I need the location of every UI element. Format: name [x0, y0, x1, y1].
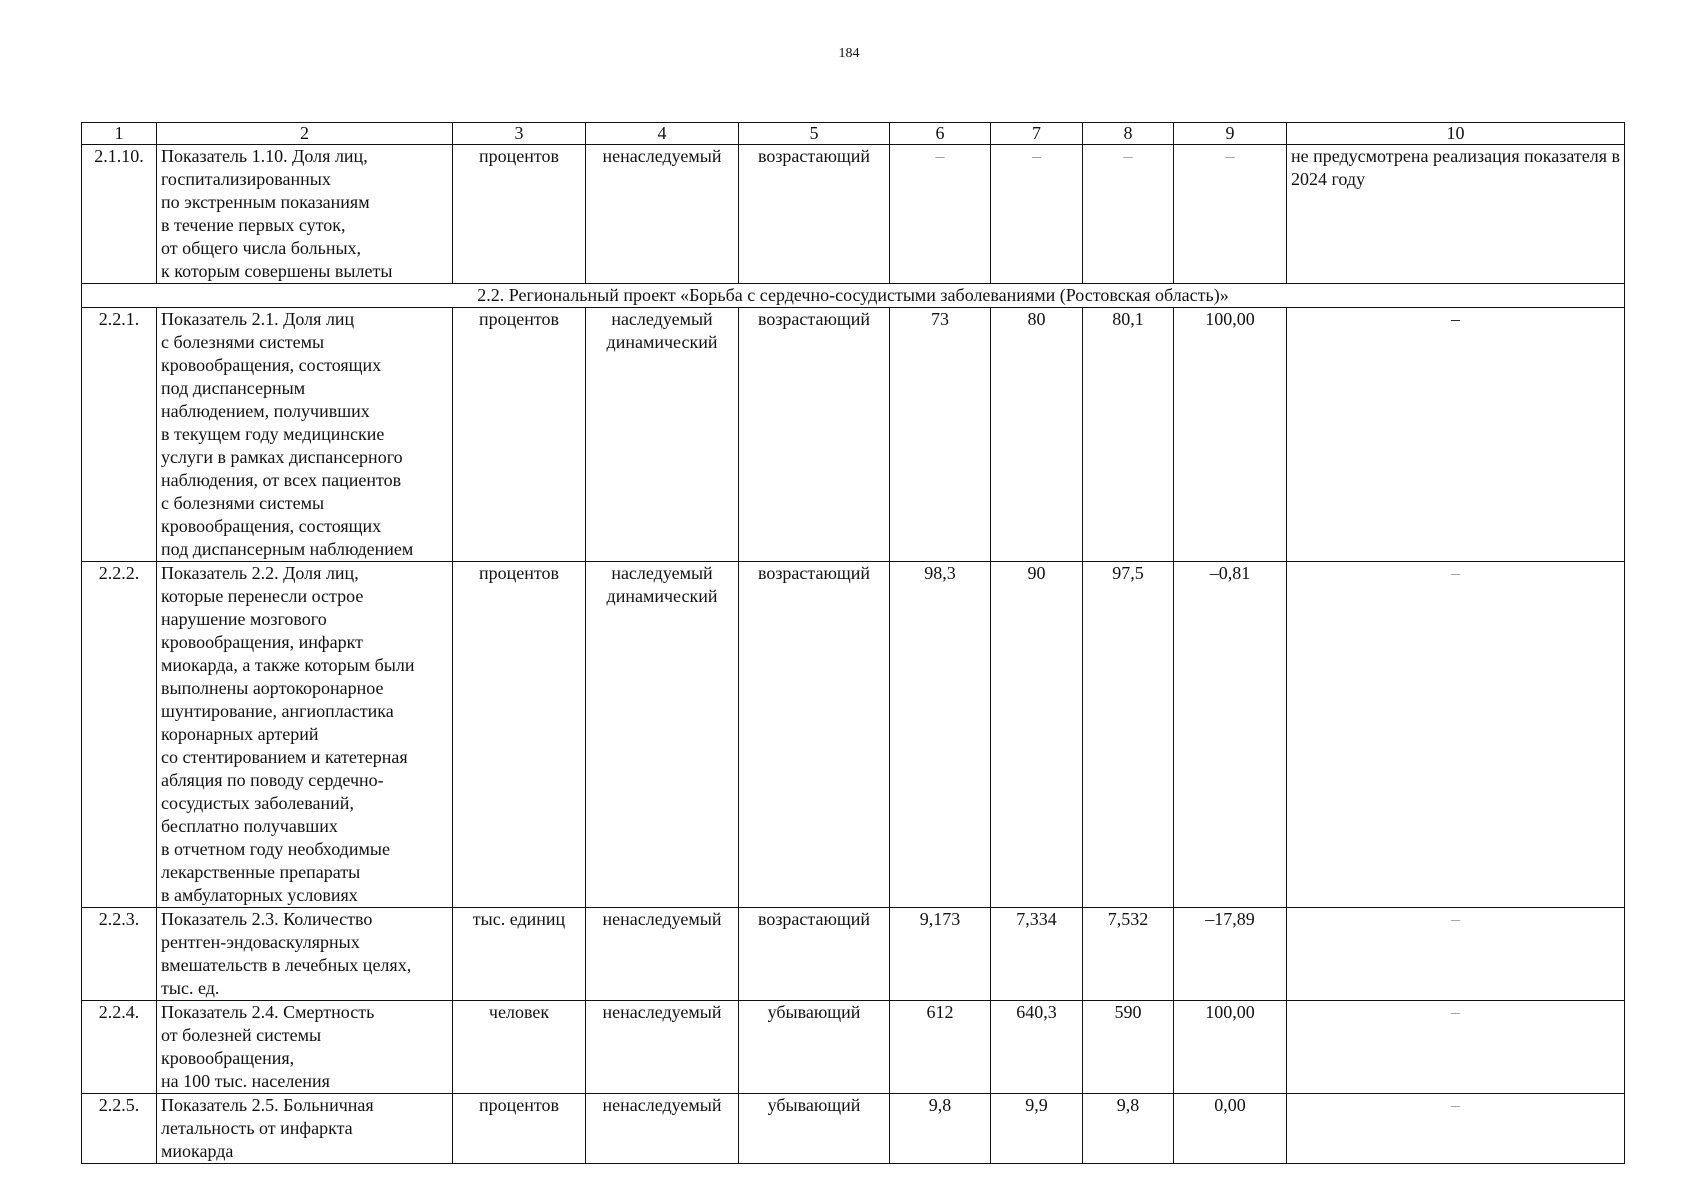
section-row: [82, 284, 1625, 308]
indicators-table: [81, 122, 1625, 1164]
indicator-name: Показатель 2.3. Количество рентген-эндоваскулярных вмешательств в лечебных целях, тыс. ед.: [157, 908, 453, 1001]
table-row: [82, 1001, 1625, 1094]
column-header: 4: [586, 123, 739, 145]
column-header: 1: [82, 123, 157, 145]
value-cell-8: 7,532: [1083, 908, 1174, 1001]
indicator-name: Показатель 2.5. Больничная летальность от инфаркта миокарда: [157, 1094, 453, 1164]
section-title: 2.2. Региональный проект «Борьба с сердечно-сосудистыми заболеваниями (Ростовская область)»: [82, 284, 1625, 308]
row-number: 2.2.3.: [82, 908, 157, 1001]
value-cell-9: 100,00: [1174, 1001, 1287, 1094]
row-number: 2.2.1.: [82, 308, 157, 562]
value-cell-6: 612: [890, 1001, 991, 1094]
value-cell-6: 73: [890, 308, 991, 562]
table-row: [82, 908, 1625, 1001]
value-cell-8: 590: [1083, 1001, 1174, 1094]
type-cell: ненаследуемый: [586, 908, 739, 1001]
type-cell: наследуемый динамический: [586, 308, 739, 562]
note-cell: –: [1287, 308, 1625, 562]
indicator-name: Показатель 2.1. Доля лиц с болезнями системы кровообращения, состоящих под диспансерным наблюдением, получивших в текущем году медицинские услуги в рамках диспансерного наблюдения, от всех пациентов с болезнями системы кровообращения, состоящих под диспансерным наблюдением: [157, 308, 453, 562]
page-number: 184: [838, 46, 860, 61]
value-cell-8: 80,1: [1083, 308, 1174, 562]
unit-cell: процентов: [453, 1094, 586, 1164]
note-cell: не предусмотрена реализация показателя в 2024 году: [1287, 145, 1625, 284]
type-cell: ненаследуемый: [586, 1094, 739, 1164]
value-cell-7: 7,334: [991, 908, 1083, 1001]
table-row: [82, 308, 1625, 562]
value-cell-9: –0,81: [1174, 562, 1287, 908]
value-cell-6: 98,3: [890, 562, 991, 908]
unit-cell: процентов: [453, 145, 586, 284]
column-header: 3: [453, 123, 586, 145]
value-cell-9: –: [1174, 145, 1287, 284]
value-cell-7: 90: [991, 562, 1083, 908]
value-cell-8: 97,5: [1083, 562, 1174, 908]
trend-cell: возрастающий: [739, 145, 890, 284]
indicator-name: Показатель 2.4. Смертность от болезней системы кровообращения, на 100 тыс. населения: [157, 1001, 453, 1094]
unit-cell: тыс. единиц: [453, 908, 586, 1001]
note-cell: –: [1287, 908, 1625, 1001]
row-number: 2.1.10.: [82, 145, 157, 284]
value-cell-9: –17,89: [1174, 908, 1287, 1001]
unit-cell: процентов: [453, 308, 586, 562]
column-header: 7: [991, 123, 1083, 145]
value-cell-7: 80: [991, 308, 1083, 562]
column-header: 8: [1083, 123, 1174, 145]
trend-cell: возрастающий: [739, 908, 890, 1001]
value-cell-8: 9,8: [1083, 1094, 1174, 1164]
trend-cell: убывающий: [739, 1094, 890, 1164]
table-header-row: [82, 123, 1625, 145]
table-row: [82, 1094, 1625, 1164]
column-header: 9: [1174, 123, 1287, 145]
indicator-name: Показатель 2.2. Доля лиц, которые перенесли острое нарушение мозгового кровообращения, инфаркт миокарда, а также которым были выполнены аортокоронарное шунтирование, ангиопластика коронарных артерий со стентированием и катетерная абляция по поводу сердечно- сосудистых заболеваний, бесплатно получавших в отчетном году необходимые лекарственные препараты в амбулаторных условиях: [157, 562, 453, 908]
column-header: 10: [1287, 123, 1625, 145]
table-row: [82, 145, 1625, 284]
column-header: 6: [890, 123, 991, 145]
trend-cell: возрастающий: [739, 308, 890, 562]
note-cell: –: [1287, 562, 1625, 908]
value-cell-7: 640,3: [991, 1001, 1083, 1094]
type-cell: ненаследуемый: [586, 1001, 739, 1094]
column-header: 2: [157, 123, 453, 145]
value-cell-7: –: [991, 145, 1083, 284]
value-cell-7: 9,9: [991, 1094, 1083, 1164]
value-cell-6: –: [890, 145, 991, 284]
value-cell-8: –: [1083, 145, 1174, 284]
value-cell-6: 9,173: [890, 908, 991, 1001]
value-cell-9: 0,00: [1174, 1094, 1287, 1164]
trend-cell: возрастающий: [739, 562, 890, 908]
trend-cell: убывающий: [739, 1001, 890, 1094]
unit-cell: человек: [453, 1001, 586, 1094]
type-cell: ненаследуемый: [586, 145, 739, 284]
value-cell-9: 100,00: [1174, 308, 1287, 562]
row-number: 2.2.5.: [82, 1094, 157, 1164]
type-cell: наследуемый динамический: [586, 562, 739, 908]
note-cell: –: [1287, 1001, 1625, 1094]
indicator-name: Показатель 1.10. Доля лиц, госпитализированных по экстренным показаниям в течение первых суток, от общего числа больных, к которым совершены вылеты: [157, 145, 453, 284]
row-number: 2.2.4.: [82, 1001, 157, 1094]
table-row: [82, 562, 1625, 908]
row-number: 2.2.2.: [82, 562, 157, 908]
column-header: 5: [739, 123, 890, 145]
note-cell: –: [1287, 1094, 1625, 1164]
unit-cell: процентов: [453, 562, 586, 908]
value-cell-6: 9,8: [890, 1094, 991, 1164]
